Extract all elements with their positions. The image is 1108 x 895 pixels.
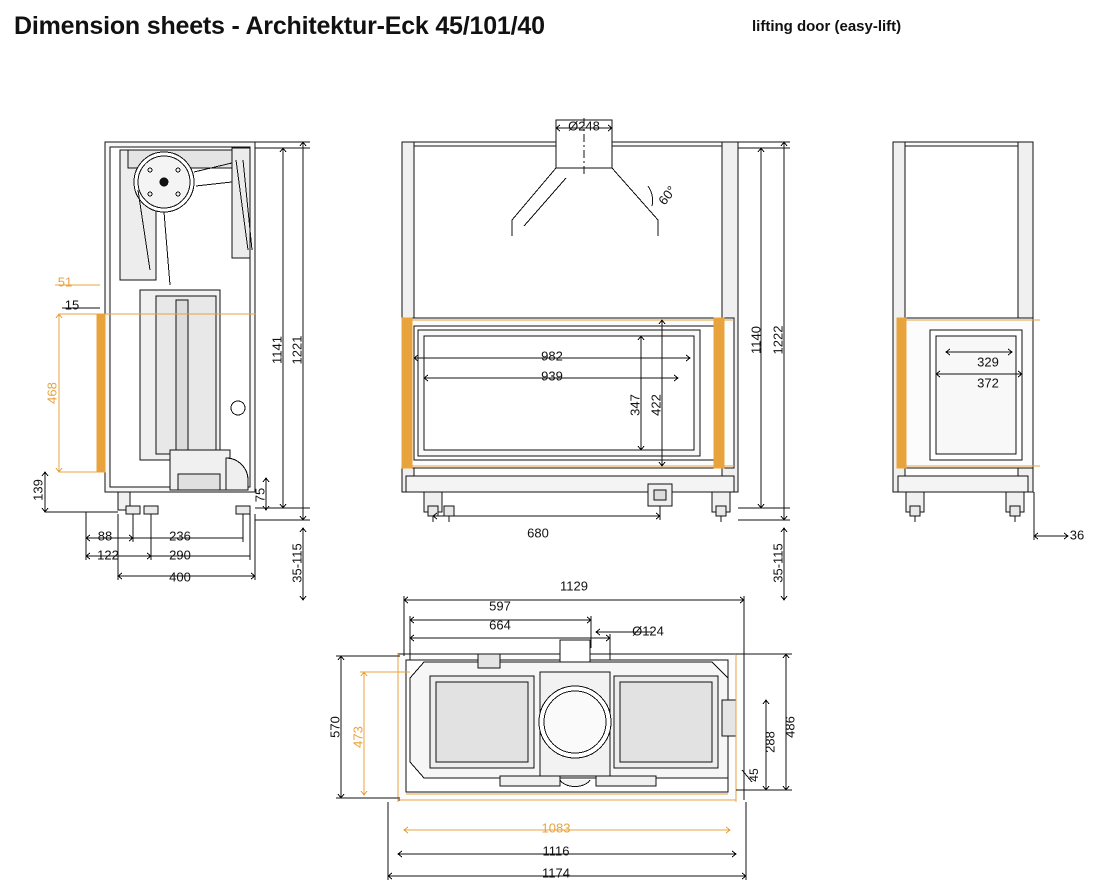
dim-dia248: Ø248	[568, 118, 600, 134]
dim-680: 680	[527, 525, 549, 541]
dim-329: 329	[977, 354, 999, 370]
dim-75: 75	[252, 487, 268, 503]
dim-1140: 1140	[748, 326, 764, 354]
page-title: Dimension sheets - Architektur-Eck 45/101/40	[14, 12, 545, 40]
dim-422: 422	[648, 394, 664, 416]
dim-45: 45	[747, 768, 762, 782]
dim-1116: 1116	[542, 843, 570, 859]
dim-1083: 1083	[541, 820, 571, 836]
dim-dia124: Ø124	[632, 623, 664, 639]
dim-982: 982	[541, 348, 563, 364]
dim-347: 347	[627, 394, 643, 416]
dim-664: 664	[489, 617, 511, 633]
dim-139: 139	[30, 479, 46, 501]
view-right-side	[893, 142, 1068, 540]
dim-1222: 1222	[770, 325, 786, 355]
dim-1141: 1141	[269, 336, 285, 364]
dim-597: 597	[489, 598, 511, 614]
dim-1174: 1174	[542, 865, 570, 881]
dim-35-115-left: 35-115	[289, 543, 305, 583]
dim-468: 468	[44, 382, 60, 404]
view-front	[402, 118, 790, 600]
dim-15: 15	[64, 297, 80, 313]
dim-51: 51	[57, 274, 73, 290]
dim-1129: 1129	[560, 578, 588, 594]
dim-290: 290	[169, 547, 191, 563]
dim-486: 486	[782, 716, 798, 738]
dim-236: 236	[169, 528, 191, 544]
dim-angle-60: 60°	[655, 182, 680, 208]
dim-35-115-front: 35-115	[770, 543, 786, 583]
page-subtitle: lifting door (easy-lift)	[752, 18, 902, 35]
dim-372: 372	[977, 375, 999, 391]
dim-939: 939	[541, 368, 563, 384]
dim-88: 88	[97, 528, 113, 544]
dim-122: 122	[97, 547, 119, 563]
dim-400: 400	[169, 569, 191, 585]
dim-1221: 1221	[289, 335, 305, 365]
dim-570: 570	[327, 716, 343, 738]
dim-36: 36	[1069, 527, 1085, 543]
view-top	[336, 596, 792, 880]
dim-473: 473	[350, 726, 366, 748]
dim-288: 288	[762, 731, 778, 753]
